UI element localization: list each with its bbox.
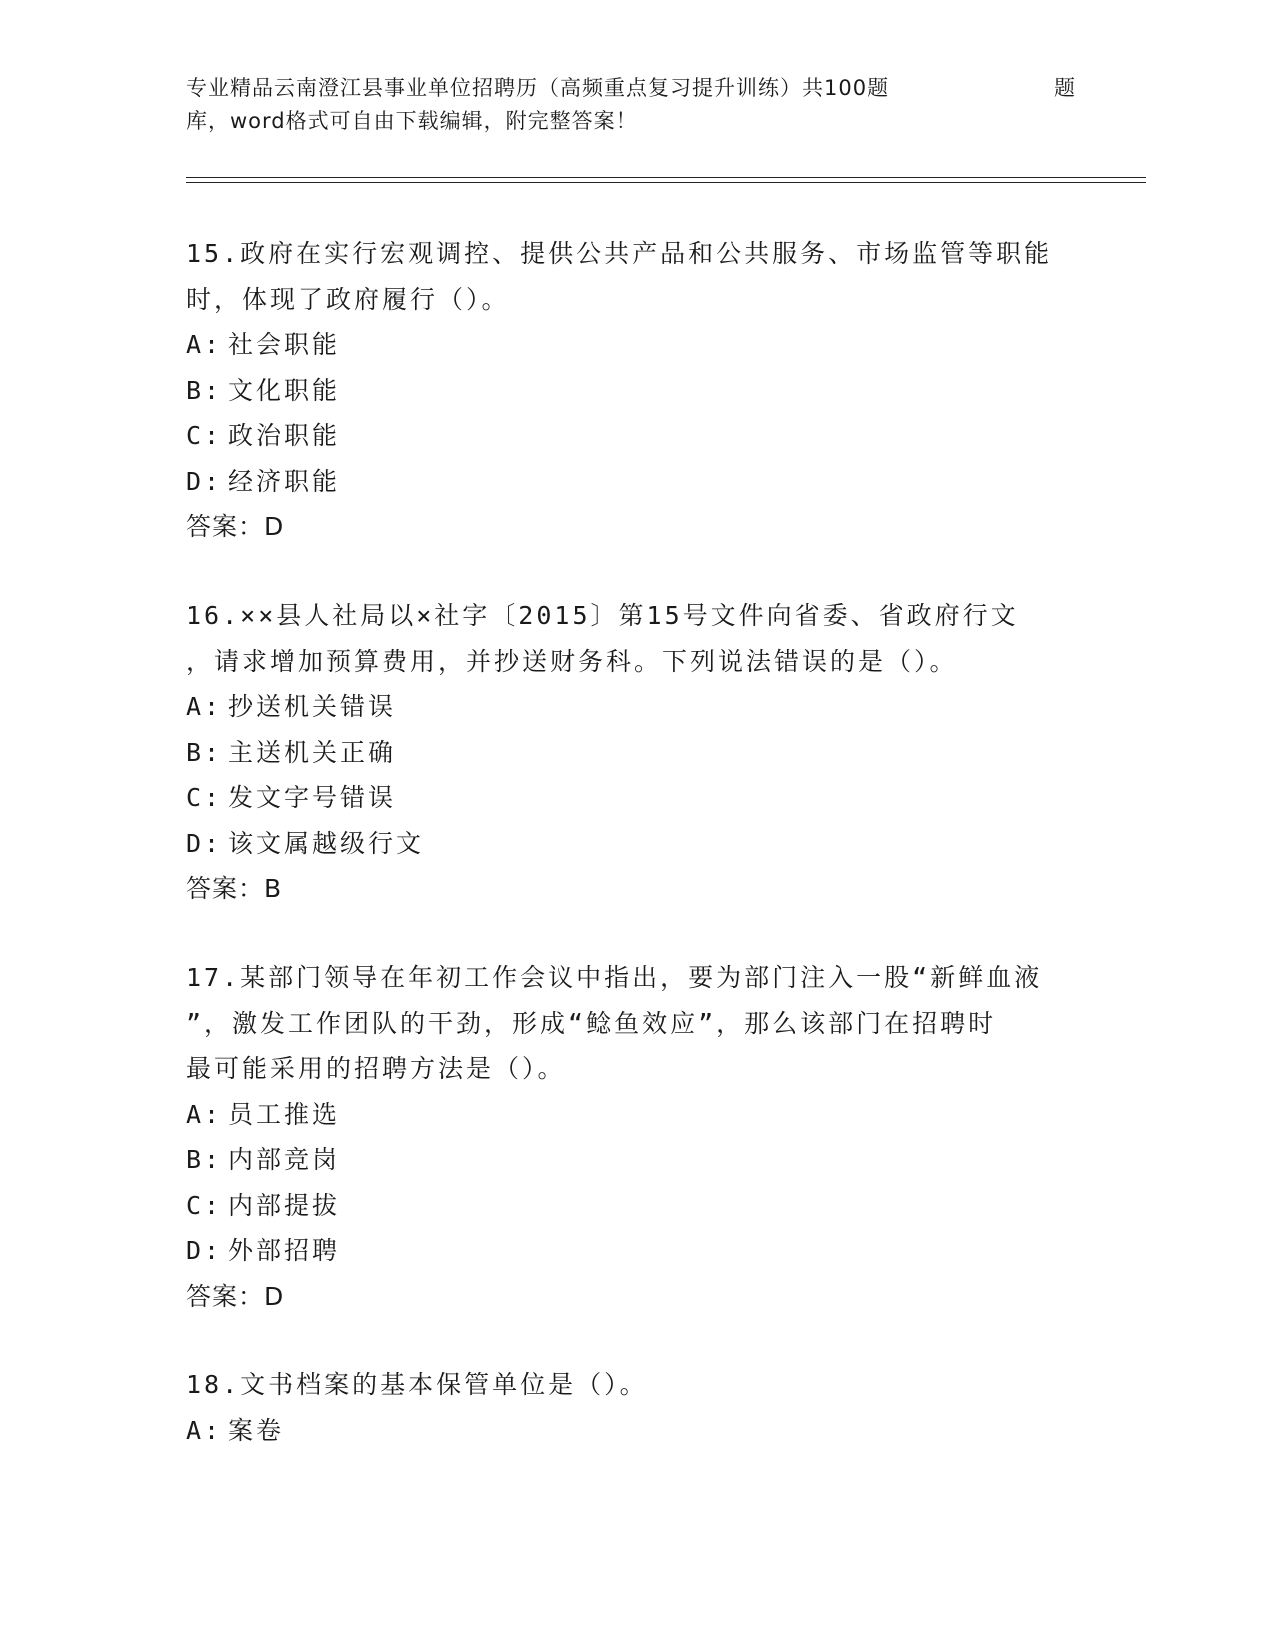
option-c	[186, 1183, 1086, 1229]
answer-line: 答案：D	[186, 512, 285, 541]
option-text: 内部竞岗	[228, 1145, 341, 1174]
option-text: 主送机关正确	[228, 737, 397, 767]
question-stem-line: 15.政府在实行宏观调控、提供公共产品和公共服务、市场监管等职能	[186, 239, 1053, 268]
option-b	[186, 1137, 1086, 1183]
option-text: 发文字号错误	[228, 783, 397, 812]
option-letter: C:	[186, 1190, 223, 1220]
question-stem-line: ，请求增加预算费用，并抄送财务科。下列说法错误的是（）。	[186, 646, 958, 676]
question-17	[186, 955, 1086, 1319]
header-title-tail: 题	[1054, 76, 1076, 100]
option-text: 外部招聘	[228, 1236, 341, 1265]
question-18	[186, 1362, 1086, 1453]
option-a	[186, 684, 1086, 730]
answer-line: 答案：B	[186, 874, 283, 903]
option-b	[186, 730, 1086, 776]
option-text: 社会职能	[228, 330, 341, 359]
option-letter: B:	[186, 1145, 223, 1174]
option-c	[186, 775, 1086, 821]
option-letter: D:	[186, 828, 223, 858]
option-letter: A:	[186, 330, 223, 359]
question-stem-line: 时，体现了政府履行（）。	[186, 284, 510, 314]
question-stem-line: 17.某部门领导在年初工作会议中指出，要为部门注入一股“新鲜血液	[186, 963, 1043, 992]
option-text: 抄送机关错误	[228, 692, 397, 721]
option-b	[186, 368, 1086, 414]
option-d	[186, 1228, 1086, 1274]
question-stem-line: 18.文书档案的基本保管单位是（）。	[186, 1370, 648, 1399]
question-15	[186, 231, 1086, 550]
document-header	[186, 72, 1086, 138]
header-title: 专业精品云南澄江县事业单位招聘历（高频重点复习提升训练）共100题	[186, 76, 890, 100]
option-d	[186, 821, 1086, 867]
option-a	[186, 322, 1086, 368]
option-a	[186, 1092, 1086, 1138]
header-divider-top	[186, 177, 1146, 178]
option-text: 政治职能	[228, 421, 341, 450]
question-stem-line: 16.××县人社局以×社字〔2015〕第15号文件向省委、省政府行文	[186, 601, 1019, 630]
option-letter: B:	[186, 375, 223, 405]
option-a	[186, 1408, 1086, 1454]
option-text: 经济职能	[228, 466, 341, 496]
option-letter: A:	[186, 692, 223, 721]
header-divider-bottom	[186, 182, 1146, 183]
option-letter: C:	[186, 421, 223, 450]
option-letter: B:	[186, 737, 223, 767]
option-text: 内部提拔	[228, 1190, 341, 1220]
question-stem-line: ”，激发工作团队的干劲，形成“鲶鱼效应”，那么该部门在招聘时	[186, 1008, 997, 1038]
option-letter: D:	[186, 466, 223, 496]
option-text: 该文属越级行文	[228, 828, 425, 858]
answer-line: 答案：D	[186, 1281, 285, 1311]
question-stem-line: 最可能采用的招聘方法是（）。	[186, 1054, 566, 1083]
option-letter: A:	[186, 1099, 223, 1129]
option-c	[186, 413, 1086, 459]
option-letter: C:	[186, 783, 223, 812]
header-line-2: 库，word格式可自由下载编辑，附完整答案！	[186, 109, 638, 133]
option-text: 员工推选	[228, 1099, 341, 1129]
question-16	[186, 593, 1086, 912]
header-line-1	[186, 72, 1086, 105]
option-letter: A:	[186, 1415, 223, 1445]
option-text: 文化职能	[228, 375, 341, 405]
option-text: 案卷	[228, 1415, 285, 1445]
option-letter: D:	[186, 1236, 223, 1265]
option-d	[186, 459, 1086, 505]
